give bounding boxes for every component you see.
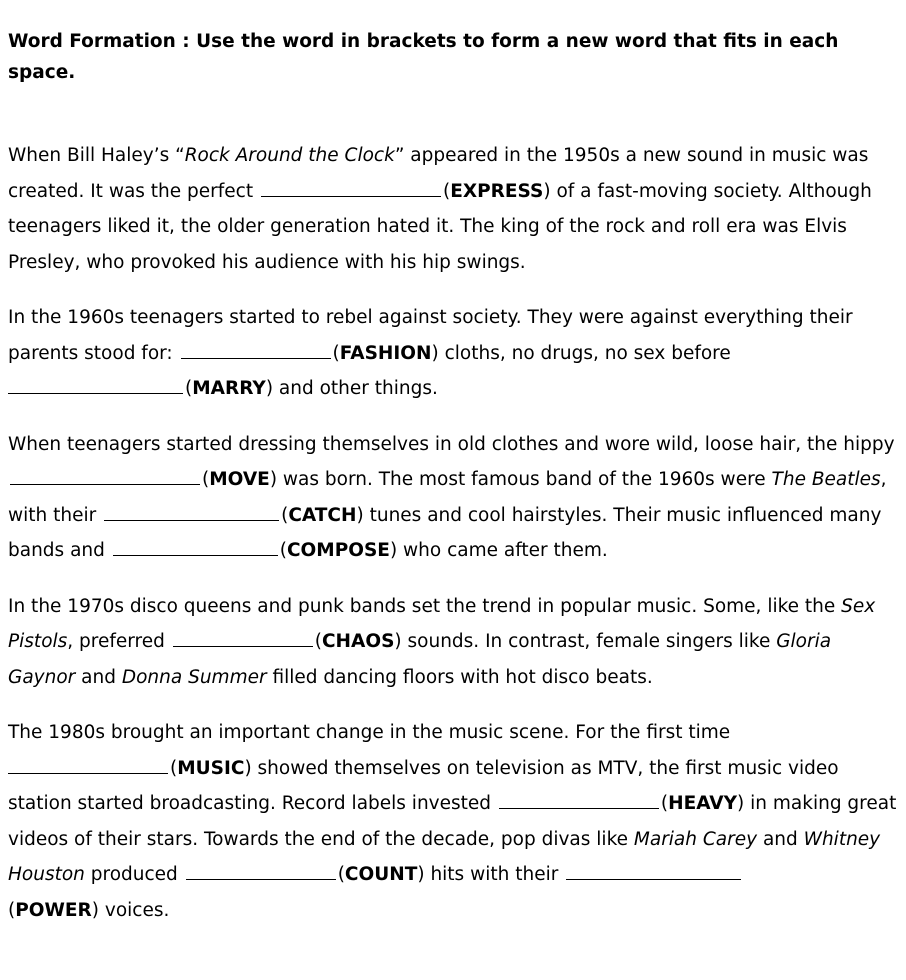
p5-text-4: and xyxy=(757,828,804,850)
p4-text-2: , preferred xyxy=(67,631,171,652)
band-name-beatles: The Beatles xyxy=(771,469,881,490)
keyword-catch: CATCH xyxy=(288,504,357,526)
p3-text-5: who came after them. xyxy=(397,540,608,561)
singer-gloria-gaynor: Gloria Gaynor xyxy=(8,631,832,688)
p5-text-2: showed themselves on television as MTV, the first music video station started broadcasting. Record labels invested xyxy=(8,757,839,814)
singer-donna-summer: Donna Summer xyxy=(121,666,267,688)
keyword-express: EXPRESS xyxy=(450,180,544,202)
p3-text-3: , with their xyxy=(8,469,887,526)
answer-blank-marry[interactable] xyxy=(8,392,183,394)
singer-whitney-houston: Whitney Houston xyxy=(8,828,881,885)
answer-blank-chaos[interactable] xyxy=(173,645,313,647)
p5-text-7: voices. xyxy=(99,899,170,921)
answer-blank-catch[interactable] xyxy=(104,519,279,521)
answer-blank-move[interactable] xyxy=(10,483,200,485)
p2-text-2: cloths, no drugs, no sex before xyxy=(438,342,731,364)
answer-blank-power[interactable] xyxy=(566,878,741,880)
p2-text-1: In the 1960s teenagers started to rebel against society. They were against everything their parents stood for: xyxy=(8,307,853,364)
paragraph-1960s-rebellion: In the 1960s teenagers started to rebel against society. They were against everything their parents stood for: (FASHION) cloths, no drugs, no sex before (MARRY) and other things. xyxy=(8,307,853,399)
p1-text-1: When Bill Haley’s “ xyxy=(8,145,185,166)
keyword-marry: MARRY xyxy=(192,378,266,399)
paragraph-1970s: In the 1970s disco queens and punk bands set the trend in popular music. Some, like the Sex Pistols, preferred (CHAOS) sounds. In contrast, female singers like Gloria Gaynor and Donna Summer filled dancing floors with hot disco beats. xyxy=(8,595,876,688)
keyword-music: MUSIC xyxy=(177,757,245,779)
p3-text-1: When teenagers started dressing themselves in old clothes and wore wild, loose hair, the hippy xyxy=(8,433,895,455)
worksheet-title: Word Formation : Use the word in brackets to form a new word that fits in each space. xyxy=(8,31,839,83)
keyword-heavy: HEAVY xyxy=(668,793,738,814)
paragraph-1980s: The 1980s brought an important change in the music scene. For the first time (MUSIC) showed themselves on television as MTV, the first music video station started broadcasting. Record labels invested (HEAVY) in making great videos of their stars. Towards the end of the decade, pop divas like Mariah Carey and Whitney Houston produced (COUNT) hits with their (POWER) voices. xyxy=(8,722,897,921)
p5-text-6: hits with their xyxy=(424,864,565,885)
p4-text-4: and xyxy=(75,666,122,688)
song-title: Rock Around the Clock xyxy=(184,145,395,166)
paragraph-1960s-hippy: When teenagers started dressing themselves in old clothes and wore wild, loose hair, the hippy (MOVE) was born. The most famous band of the 1960s were The Beatles, with their (CATCH) tunes and cool hairstyles. Their music influenced many bands and (COMPOSE) who came after them. xyxy=(8,433,895,561)
keyword-power: POWER xyxy=(15,899,92,921)
keyword-fashion: FASHION xyxy=(339,342,432,364)
p5-text-5: produced xyxy=(84,864,184,885)
p4-text-1: In the 1970s disco queens and punk bands set the trend in popular music. Some, like the xyxy=(8,595,842,617)
band-name-sex-pistols: Sex Pistols xyxy=(8,595,876,652)
answer-blank-express[interactable] xyxy=(261,195,441,197)
singer-mariah-carey: Mariah Carey xyxy=(633,828,758,850)
p3-text-2: was born. The most famous band of the 1960s were xyxy=(277,469,772,490)
p1-text-2: ” appeared in the 1950s a new sound in music was created. It was the perfect xyxy=(8,145,869,202)
p2-text-3: and other things. xyxy=(273,378,438,399)
p1-text-3: of a fast-moving society. Although teenagers liked it, the older generation hated it. The king of the rock and roll era was Elvis Presley, who provoked his audience with his hip swings. xyxy=(8,180,872,273)
p3-text-4: tunes and cool hairstyles. Their music influenced many bands and xyxy=(8,504,882,561)
p4-text-3: sounds. In contrast, female singers like xyxy=(401,631,777,652)
keyword-count: COUNT xyxy=(344,864,418,885)
answer-blank-fashion[interactable] xyxy=(181,357,331,359)
answer-blank-compose[interactable] xyxy=(113,554,278,556)
p4-text-5: filled dancing floors with hot disco beats. xyxy=(266,666,653,688)
p5-text-3: in making great videos of their stars. Towards the end of the decade, pop divas like xyxy=(8,793,897,850)
answer-blank-heavy[interactable] xyxy=(499,807,659,809)
worksheet xyxy=(8,0,898,928)
answer-blank-count[interactable] xyxy=(186,878,336,880)
p5-text-1: The 1980s brought an important change in the music scene. For the first time xyxy=(8,722,731,743)
keyword-chaos: CHAOS xyxy=(321,631,395,652)
keyword-compose: COMPOSE xyxy=(286,540,390,561)
keyword-move: MOVE xyxy=(209,469,270,490)
answer-blank-music[interactable] xyxy=(8,772,168,774)
paragraph-1950s: When Bill Haley’s “Rock Around the Clock” appeared in the 1950s a new sound in music was created. It was the perfect (EXPRESS) of a fast-moving society. Although teenagers liked it, the older generation hated it. The king of the rock and roll era was Elvis Presley, who provoked his audience with his hip swings. xyxy=(8,145,872,273)
